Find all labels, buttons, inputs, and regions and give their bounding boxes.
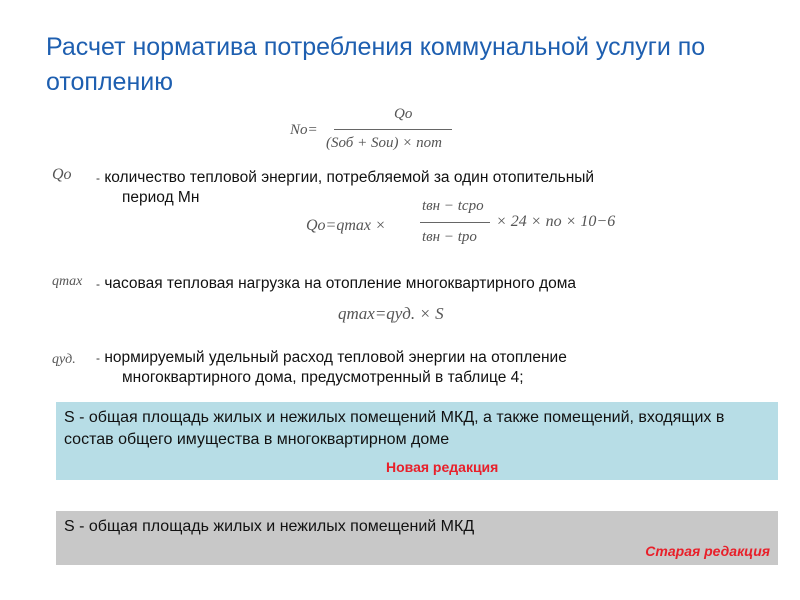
new-edition-text: S - общая площадь жилых и нежилых помещений МКД, а также помещений, входящих в состав общего имущества в многоквартирном доме [64,409,725,448]
formula-q-o-numerator: tвн − tсро [422,198,484,214]
formula-norm-numerator: Qо [394,106,413,122]
description-q-ud-line2: многоквартирного дома, предусмотренный в таблице 4; [122,369,524,386]
dash: - [96,351,100,365]
description-q-max [96,274,776,294]
formula-q-max: qmax=qуд. × S [338,304,444,323]
old-edition-text: S - общая площадь жилых и нежилых помещений МКД [64,518,475,535]
description-q-ud-line1: нормируемый удельный расход тепловой энергии на отопление [104,349,567,366]
symbol-q-o: Qо [52,166,72,183]
formula-norm [290,104,470,164]
description-q-max-line1: часовая тепловая нагрузка на отопление многоквартирного дома [104,275,577,292]
fraction-bar [420,222,490,223]
description-q-o-line2: период Мн [122,189,200,206]
fraction-bar [334,129,452,130]
symbol-q-max: qmax [52,274,83,289]
symbol-q-ud: qуд. [52,352,76,367]
formula-q-o-lhs: Qо=qmax × [306,217,386,234]
new-edition-box [56,402,778,480]
formula-norm-lhs: Nо= [290,122,318,138]
old-edition-label: Старая редакция [645,543,770,559]
description-q-o-line1: количество тепловой энергии, потребляемой за один отопительный [104,169,595,186]
dash: - [96,277,100,291]
page-title: Расчет норматива потребления коммунальной услуги по отоплению [46,33,706,96]
formula-q-o-denominator: tвн − tро [422,229,477,245]
new-edition-label: Новая редакция [386,459,499,475]
description-q-ud [96,348,776,388]
old-edition-box [56,511,778,565]
formula-q-o-rest: × 24 × nо × 10−6 [496,213,616,230]
formula-norm-denominator: (Sоб + Sои) × nот [326,135,442,151]
dash: - [96,171,100,185]
formula-q-o [306,197,616,257]
